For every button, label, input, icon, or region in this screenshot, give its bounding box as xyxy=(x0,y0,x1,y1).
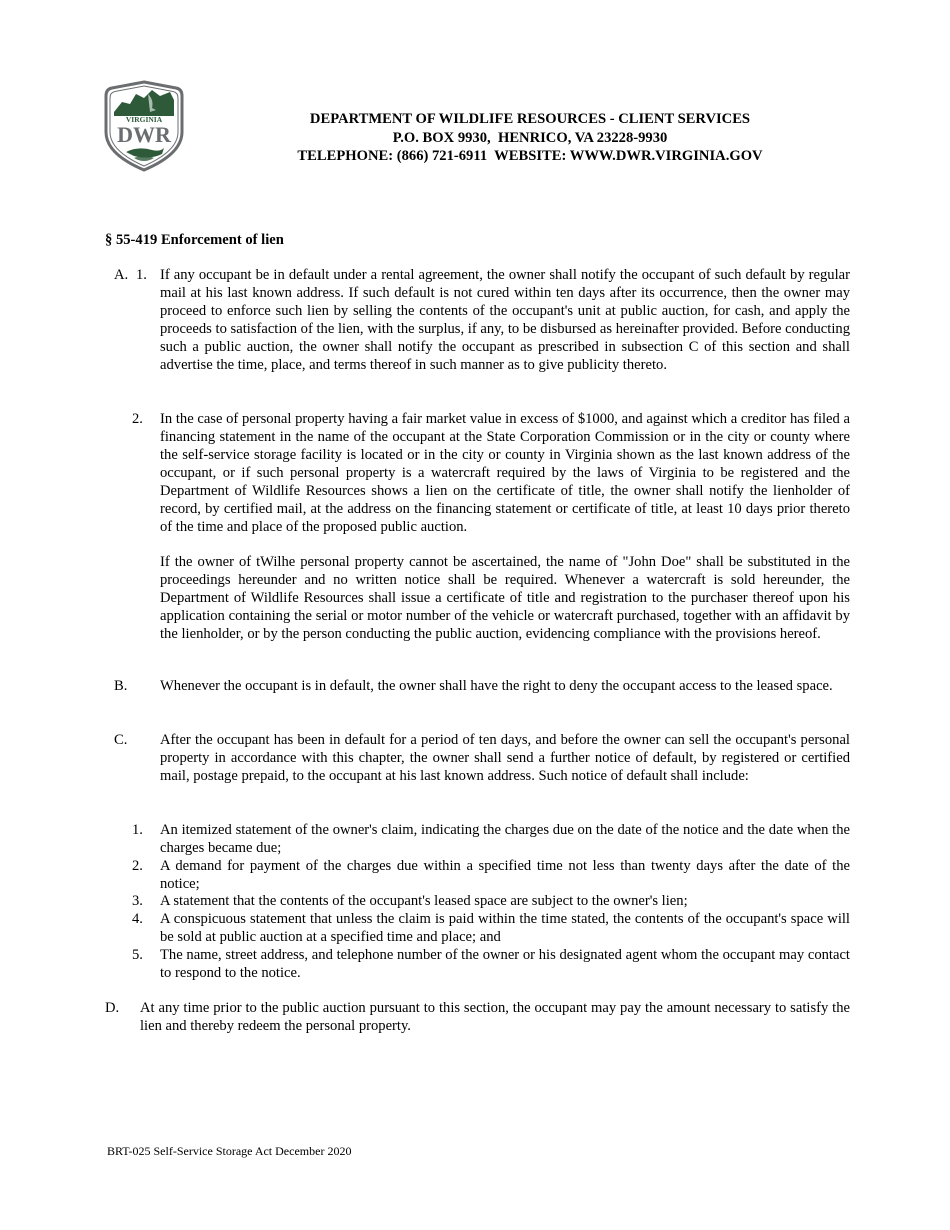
section-title: § 55-419 Enforcement of lien xyxy=(105,232,284,248)
letterhead-department: DEPARTMENT OF WILDLIFE RESOURCES - CLIENT SERVICES xyxy=(309,111,751,127)
section-c-item-5: The name, street address, and telephone number of the owner or his designated agent whom the occupant may contact to respond to the notice. xyxy=(160,947,850,981)
section-c-paragraph: After the occupant has been in default for a period of ten days, and before the owner can sell the occupant's personal property in accordance with this chapter, the owner shall send a further notice of default, by registered or certified mail, postage prepaid, to the occupant at his last known address. Such notice of default shall include: xyxy=(160,732,850,784)
section-c-item-4: A conspicuous statement that unless the claim is paid within the time stated, the contents of the occupant's space will be sold at public auction at a specified time and place; and xyxy=(160,911,850,945)
section-c-item-3-number: 3. xyxy=(132,893,143,909)
logo-text-top: VIRGINIA xyxy=(125,115,163,124)
section-c-item-2: A demand for payment of the charges due within a specified time not less than twenty days after the date of the notice; xyxy=(160,858,850,892)
dwr-logo xyxy=(104,80,184,172)
footer-form-id: BRT-025 Self-Service Storage Act December 2020 xyxy=(107,1144,352,1158)
section-a-marker: A. xyxy=(114,267,129,283)
section-a-p2-number: 2. xyxy=(132,411,143,427)
letterhead xyxy=(240,110,820,166)
section-a-paragraph-2: In the case of personal property having a fair market value in excess of $1000, and against which a creditor has filed a financing statement in the name of the occupant at the State Corporation Commission or in the city or county where the self-service storage facility is located or in the city or county in Virginia shown as the last known address of the occupant, or if such personal property is a watercraft required by the laws of Virginia to be registered and the Department of Wildlife Resources shows a lien on the certificate of title, the owner shall notify the lienholder of record, by certified mail, at the address on the financing statement or certificate of title, at least 10 days prior thereto of the time and place of the proposed public auction. xyxy=(160,411,850,535)
logo-text-main: DWR xyxy=(117,122,171,147)
section-d-marker: D. xyxy=(105,1000,120,1016)
section-b-marker: B. xyxy=(114,678,128,694)
section-c-item-2-number: 2. xyxy=(132,858,143,874)
section-c-marker: C. xyxy=(114,732,128,748)
section-c-item-4-number: 4. xyxy=(132,911,143,927)
section-c-item-5-number: 5. xyxy=(132,947,143,963)
section-a-p1-number: 1. xyxy=(136,267,147,283)
section-c-item-1-number: 1. xyxy=(132,822,143,838)
section-c-item-3: A statement that the contents of the occupant's leased space are subject to the owner's lien; xyxy=(160,893,688,909)
section-a-paragraph-1: If any occupant be in default under a rental agreement, the owner shall notify the occupant of such default by regular mail at his last known address. If such default is not cured within ten days after its occurrence, then the owner may proceed to enforce such lien by selling the contents of the occupant's unit at public auction, for cash, and apply the proceeds to satisfaction of the lien, with the surplus, if any, to be disbursed as hereinafter provided. Before conducting such a public auction, the owner shall notify the occupant as prescribed in subsection C of this section and shall advertise the time, place, and terms thereof in such manner as to give publicity thereto. xyxy=(160,267,850,373)
section-d-paragraph: At any time prior to the public auction pursuant to this section, the occupant may pay the amount necessary to satisfy the lien and thereby redeem the personal property. xyxy=(140,1000,850,1034)
section-b-paragraph: Whenever the occupant is in default, the owner shall have the right to deny the occupant access to the leased space. xyxy=(160,678,833,694)
letterhead-address: P.O. BOX 9930, HENRICO, VA 23228-9930 xyxy=(392,129,668,146)
section-c-item-1: An itemized statement of the owner's claim, indicating the charges due on the date of the notice and the date when the charges became due; xyxy=(160,822,850,856)
section-a-paragraph-3: If the owner of tWilhe personal property cannot be ascertained, the name of "John Doe" shall be substituted in the proceedings hereunder and no written notice shall be required. Whenever a watercraft is sold hereunder, the Department of Wildlife Resources shall issue a certificate of title and registration to the purchaser thereof upon his application containing the serial or motor number of the vehicle or watercraft purchased, together with an affidavit by the lienholder, or by the person conducting the public auction, evidencing compliance with the provisions hereof. xyxy=(160,554,850,642)
letterhead-contact: TELEPHONE: (866) 721-6911 WEBSITE: WWW.DWR.VIRGINIA.GOV xyxy=(297,148,763,164)
